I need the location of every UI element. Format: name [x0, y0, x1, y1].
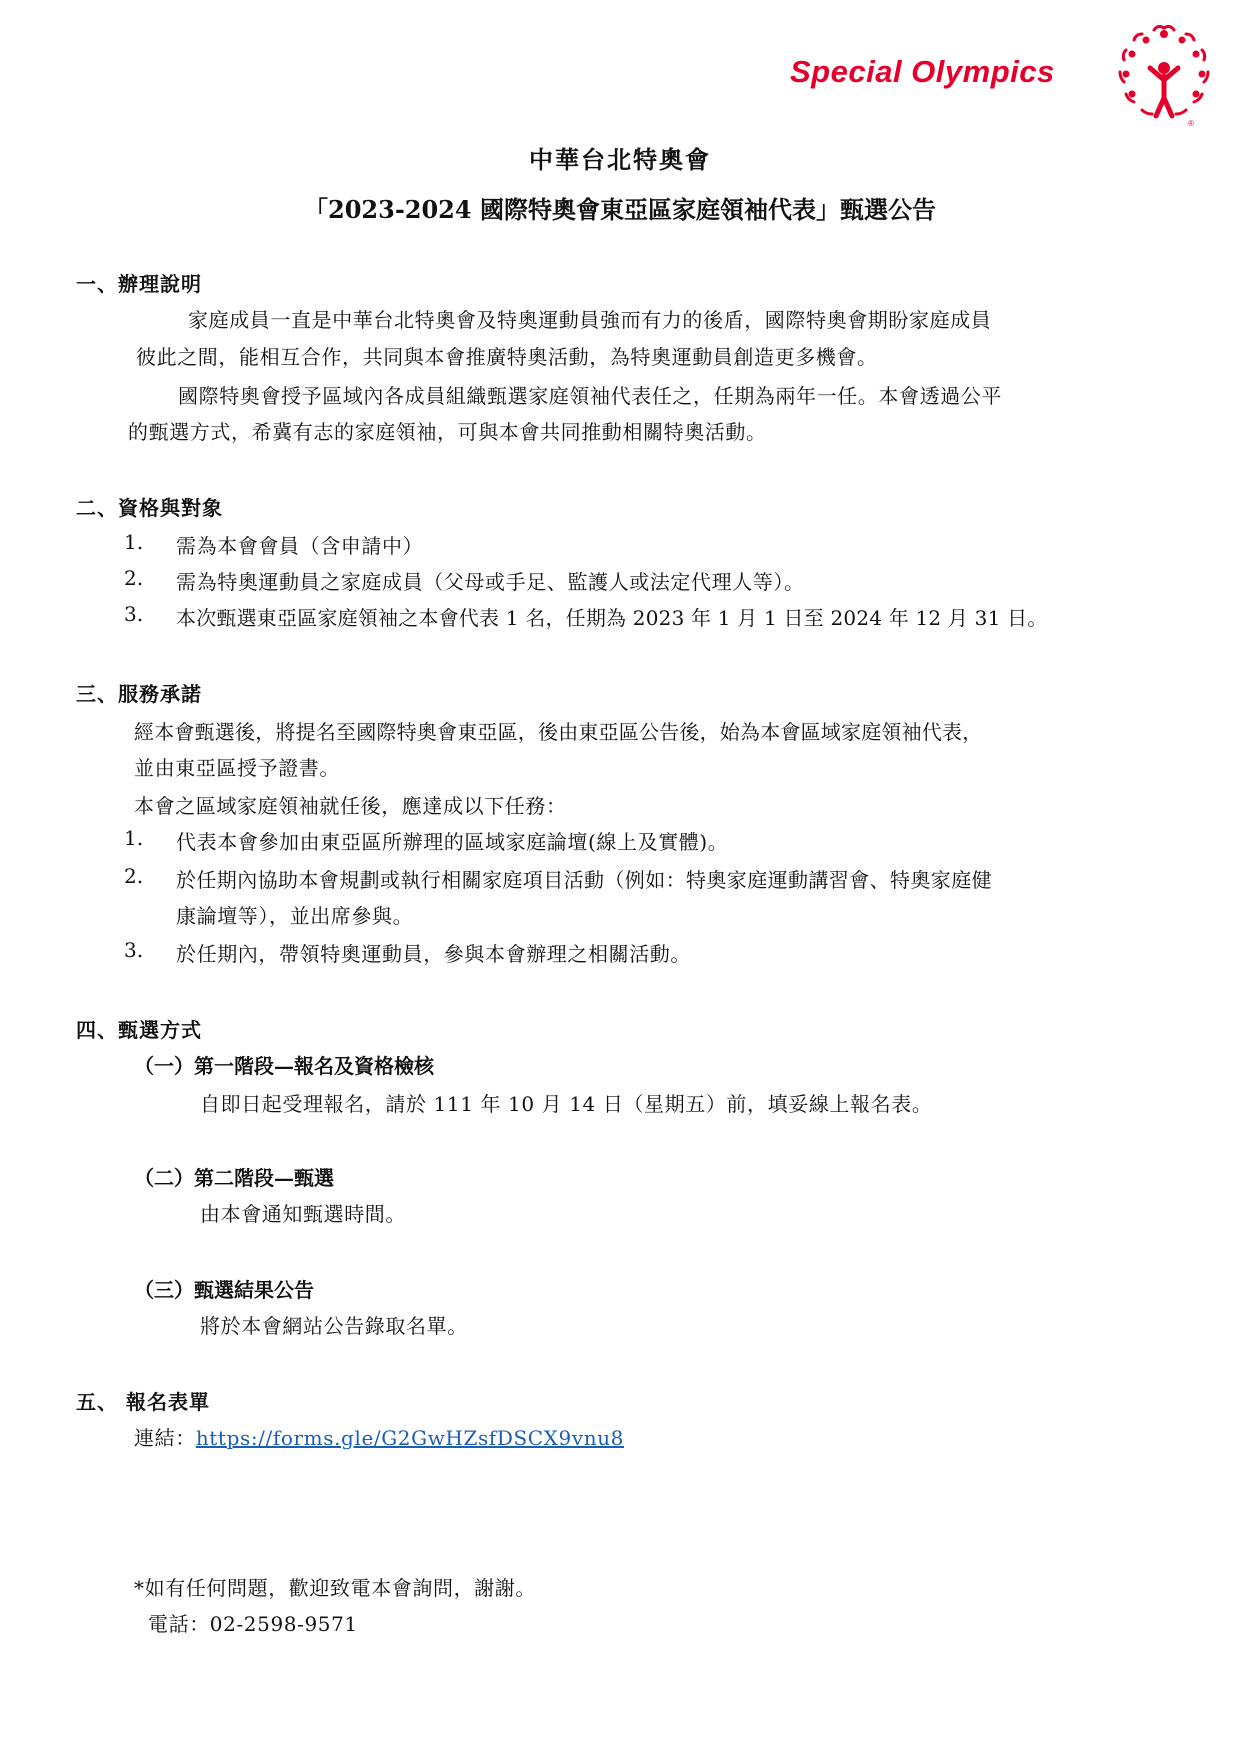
- s3-item-2-text: 於任期內協助本會規劃或執行相關家庭項目活動（例如：特奧家庭運動講習會、特奧家庭健: [176, 868, 992, 892]
- s2-item-3-text: 本次甄選東亞區家庭領袖之本會代表 1 名，任期為 2023 年 1 月 1 日至 2024 年 12 月 31 日。: [176, 606, 1048, 630]
- section-4-heading: 四、甄選方式: [76, 1018, 202, 1042]
- footer-note: *如有任何問題，歡迎致電本會詢問，謝謝。: [134, 1576, 536, 1600]
- s4-stage2-text: 由本會通知甄選時間。: [200, 1202, 406, 1226]
- s3-item-2-num: 2.: [124, 864, 144, 888]
- s2-item-2-text: 需為特奧運動員之家庭成員（父母或手足、監護人或法定代理人等）。: [176, 570, 805, 594]
- section-3-heading: 三、服務承諾: [76, 682, 202, 706]
- s4-stage1-title: （一）第一階段—報名及資格檢核: [134, 1054, 434, 1078]
- announcement-title: 「2023-2024 國際特奧會東亞區家庭領袖代表」甄選公告: [304, 195, 936, 224]
- section-2-heading: 二、資格與對象: [76, 496, 223, 520]
- logo-brand-text: Special Olympics: [790, 54, 1055, 89]
- s4-stage3-text: 將於本會網站公告錄取名單。: [200, 1314, 468, 1338]
- registration-form-link[interactable]: https://forms.gle/G2GwHZsfDSCX9vnu8: [195, 1426, 624, 1450]
- special-olympics-logo-icon: [1112, 22, 1216, 130]
- s5-link-label: 連結：: [134, 1426, 196, 1450]
- s4-stage1-text: 自即日起受理報名，請於 111 年 10 月 14 日（星期五）前，填妥線上報名表。: [200, 1092, 933, 1116]
- s3-intro-line3: 本會之區域家庭領袖就任後，應達成以下任務：: [134, 794, 567, 818]
- s2-item-1-text: 需為本會會員（含申請中）: [176, 534, 424, 558]
- s1-para1-line2: 彼此之間，能相互合作，共同與本會推廣特奧活動，為特奧運動員創造更多機會。: [136, 345, 878, 369]
- s3-item-1-num: 1.: [124, 826, 144, 850]
- s3-item-2-text-cont: 康論壇等），並出席參與。: [176, 904, 414, 928]
- s2-item-2-num: 2.: [124, 566, 144, 590]
- s3-intro-line2: 並由東亞區授予證書。: [134, 756, 340, 780]
- section-5-heading: 五、 報名表單: [76, 1390, 210, 1414]
- s2-item-1-num: 1.: [124, 530, 144, 554]
- s5-link-row: [134, 1422, 624, 1451]
- s2-item-3-num: 3.: [124, 602, 144, 626]
- footer-phone: 電話：02-2598-9571: [148, 1612, 358, 1636]
- s3-item-3-text: 於任期內，帶領特奧運動員，參與本會辦理之相關活動。: [176, 942, 691, 966]
- s3-item-3-num: 3.: [124, 938, 144, 962]
- s3-intro-line1: 經本會甄選後，將提名至國際特奧會東亞區，後由東亞區公告後，始為本會區域家庭領袖代表，: [134, 720, 983, 744]
- registered-mark: ®: [1188, 119, 1194, 128]
- s4-stage2-title: （二）第二階段—甄選: [134, 1166, 334, 1190]
- s1-para2-line1: 國際特奧會授予區域內各成員組織甄選家庭領袖代表任之，任期為兩年一任。本會透過公平: [178, 384, 1002, 408]
- s3-item-1-text: 代表本會參加由東亞區所辦理的區域家庭論壇(線上及實體)。: [176, 830, 729, 854]
- section-1-heading: 一、辦理說明: [76, 272, 202, 296]
- org-title: 中華台北特奧會: [529, 145, 711, 174]
- s1-para1-line1: 家庭成員一直是中華台北特奧會及特奧運動員強而有力的後盾，國際特奧會期盼家庭成員: [188, 308, 992, 332]
- s1-para2-line2: 的甄選方式，希冀有志的家庭領袖，可與本會共同推動相關特奧活動。: [128, 420, 767, 444]
- s4-stage3-title: （三）甄選結果公告: [134, 1278, 314, 1302]
